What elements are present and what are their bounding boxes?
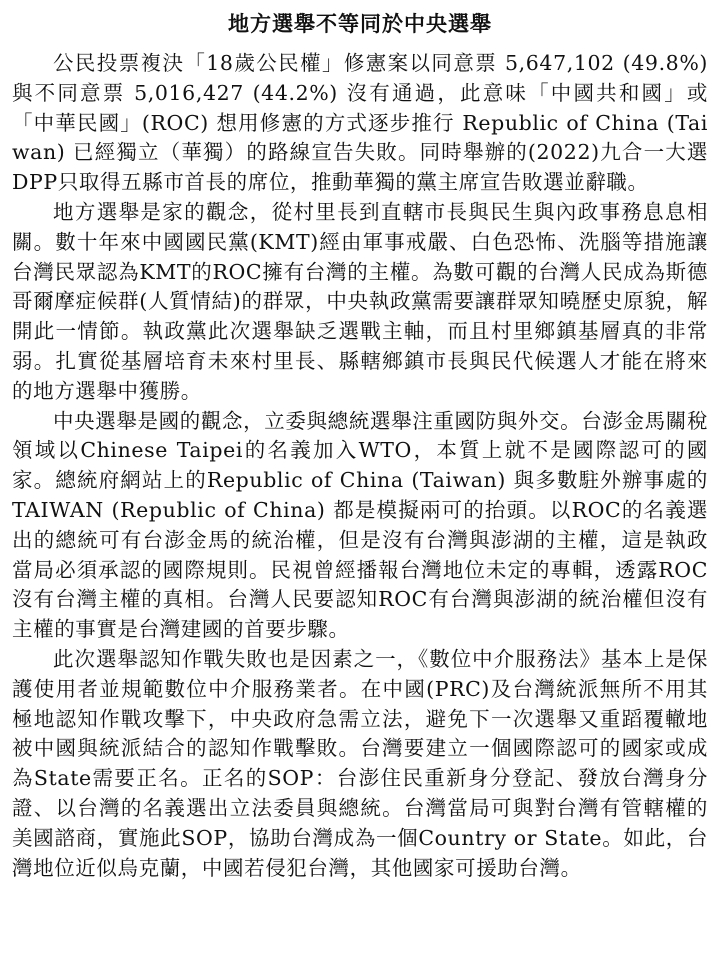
document-title: 地方選舉不等同於中央選舉	[228, 11, 492, 36]
paragraph-referendum: 公民投票複決「18歲公民權」修憲案以同意票 5,647,102 (49.8%) 與不同意票 5,016,427 (44.2%) 沒有通過，此意味「中國共和國」或「中華民國」(ROC) 想用修憲的方式逐步推行 Republic of China (Taiwan) 已經獨立（華獨）的路線宣告失敗。同時舉辦的(2022)九合一大選DPP只取得五縣市首長的席位，推動華獨的黨主席宣告敗選並辭職。	[12, 51, 708, 195]
paragraph-cognitive-warfare: 此次選舉認知作戰失敗也是因素之一，《數位中介服務法》基本上是保護使用者並規範數位中介服務業者。在中國(PRC)及台灣統派無所不用其極地認知作戰攻擊下，中央政府急需立法，避免下一次選舉又重蹈覆轍地被中國與統派結合的認知作戰擊敗。台灣要建立一個國際認可的國家或成為State需要正名。正名的SOP：台澎住民重新身分登記、發放台灣身分證、以台灣的名義選出立法委員與總統。台灣當局可與對台灣有管轄權的美國諮商，實施此SOP，協助台灣成為一個Country or State。如此，台灣地位近似烏克蘭，中國若侵犯台灣，其他國家可援助台灣。	[12, 646, 708, 880]
paragraph-local-elections: 地方選舉是家的觀念，從村里長到直轄市長與民生與內政事務息息相關。數十年來中國國民黨(KMT)經由軍事戒嚴、白色恐怖、洗腦等措施讓台灣民眾認為KMT的ROC擁有台灣的主權。為數可觀的台灣人民成為斯德哥爾摩症候群(人質情結)的群眾，中央執政黨需要讓群眾知曉歷史原貌，解開此一情節。執政黨此次選舉缺乏選戰主軸，而且村里鄉鎮基層真的非常弱。扎實從基層培育未來村里長、縣轄鄉鎮市長與民代候選人才能在將來的地方選舉中獲勝。	[12, 199, 708, 403]
paragraph-central-elections: 中央選舉是國的觀念，立委與總統選舉注重國防與外交。台澎金馬關稅領域以Chinese Taipei的名義加入WTO，本質上就不是國際認可的國家。總統府網站上的Republic of China (Taiwan) 與多數駐外辦事處的TAIWAN (Republic of China) 都是模擬兩可的抬頭。以ROC的名義選出的總統可有台澎金馬的統治權，但是沒有台灣與澎湖的主權，這是執政當局必須承認的國際規則。民視曾經播報台灣地位未定的專輯，透露ROC沒有台灣主權的真相。台灣人民要認知ROC有台灣與澎湖的統治權但沒有主權的事實是台灣建國的首要步驟。	[12, 408, 708, 642]
document-page	[12, 8, 708, 883]
